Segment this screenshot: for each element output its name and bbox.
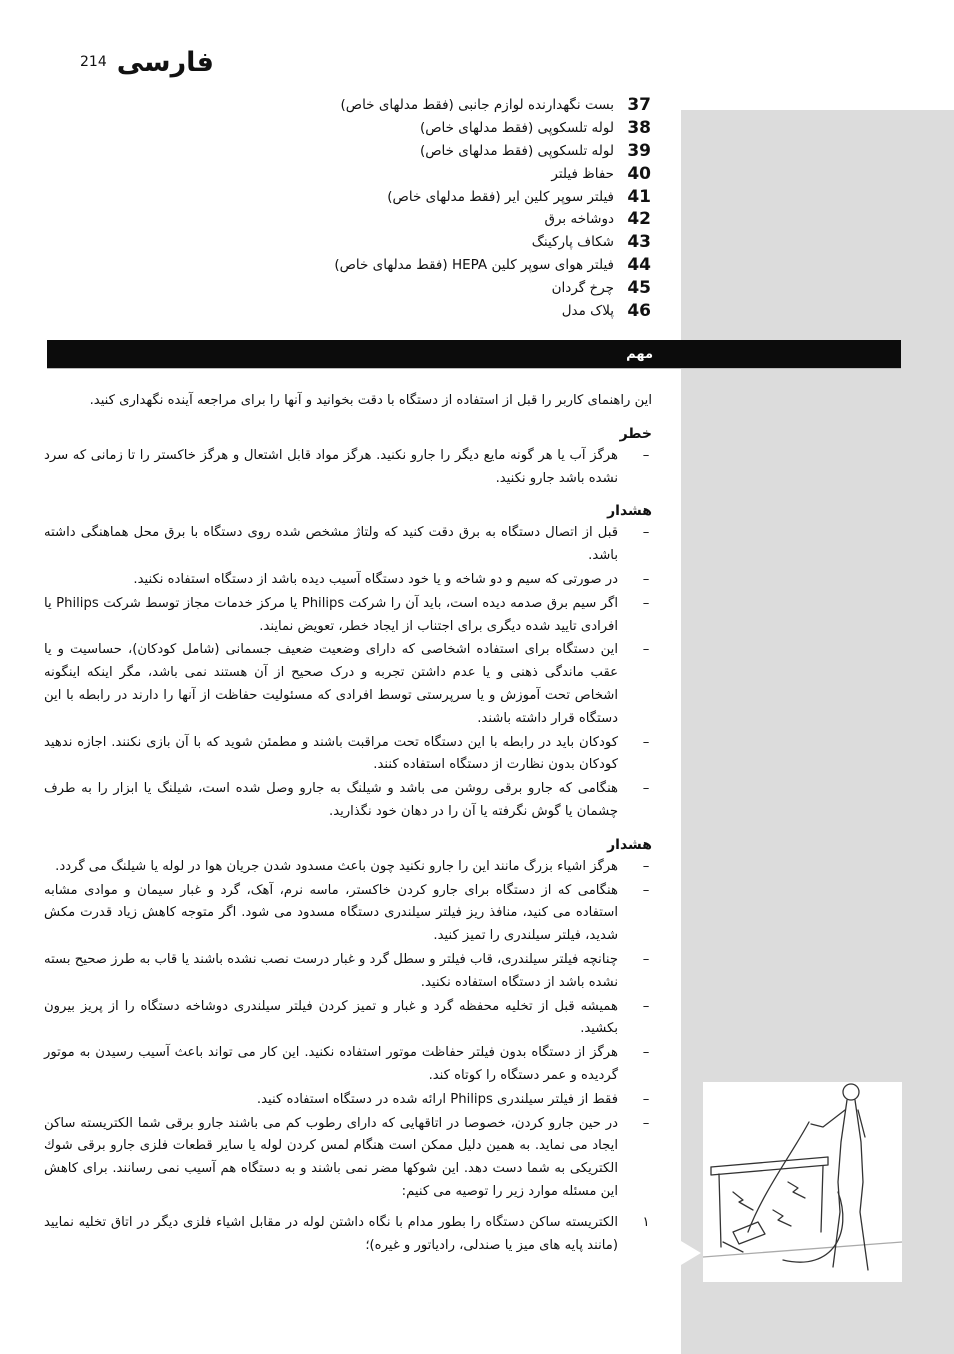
parts-list — [211, 94, 651, 322]
parts-list-item — [211, 162, 651, 185]
part-label: پلاک مدل — [561, 302, 614, 319]
dash-bullet: – — [642, 525, 650, 541]
list-item — [44, 880, 652, 948]
list-item — [44, 1089, 652, 1112]
part-number: 37 — [627, 95, 651, 116]
list-item — [44, 639, 652, 730]
dash-bullet: – — [642, 951, 650, 967]
language-title: فارسی — [116, 46, 214, 78]
numbered-item — [44, 1212, 652, 1258]
dash-bullet: – — [642, 781, 650, 797]
list-item-text: قبل از اتصال دستگاه به برق دقت کنید که ولتاژ مشخص شده روی دستگاه با برق محل هماهنگی داشته باشد. — [44, 525, 618, 564]
part-label: حفاظ فیلتر — [551, 165, 614, 182]
dash-bullet: – — [642, 998, 650, 1014]
parts-list-item — [211, 254, 651, 277]
list-item — [44, 778, 652, 824]
part-label: لوله تلسکوپی (فقط مدلهای خاص) — [419, 120, 614, 137]
list-item-text: در صورتی که سیم و دو شاخه و یا خود دستگاه آسیب دیده باشد از دستگاه استفاده نکنید. — [133, 571, 618, 587]
list-item-text: همیشه قبل از تخلیه محفظه گرد و غبار و تمیز کردن فیلتر سیلندری دوشاخه دستگاه را از پریز بیرون بکشید. — [44, 998, 618, 1037]
item-number: ۱ — [642, 1214, 650, 1230]
page-header — [80, 42, 214, 82]
list-item — [44, 593, 652, 639]
parts-list-item — [211, 299, 651, 322]
list-item — [44, 856, 652, 879]
part-number: 39 — [627, 140, 651, 161]
main-content — [44, 390, 652, 1265]
list-item-text: هنگامی که از دستگاه برای جارو کردن خاکستر، ماسه نرم، آهک، گرد و غبار سیمان و موادی مشابه استفاده می کنید، منافذ ریز فیلتر سیلندری دستگاه مسدود می شود. اگر متوجه کاهش زیاد قدرت مکش شدید، فیلتر سیلندری را تمیز کنید. — [44, 882, 618, 944]
list-item-text: چنانچه فیلتر سیلندری، قاب فیلتر و سطل گرد و غبار درست نصب نشده باشند یا قاب به طرز صحیح بسته نشده باشد از دستگاه استفاده نکنید. — [44, 951, 618, 990]
part-number: 38 — [627, 118, 651, 139]
list-item-text: کودکان باید در رابطه با این دستگاه تحت مراقبت باشند و مطمئن شوید که با آن بازی نکنند. اجازه ندهید کودکان بدون نظارت از دستگاه استفاده کنند. — [44, 734, 618, 773]
section-banner — [47, 340, 901, 368]
dash-bullet: – — [642, 1115, 650, 1131]
numbered-list — [44, 1212, 652, 1258]
danger-heading: خطر — [619, 425, 652, 442]
dash-bullet: – — [642, 571, 650, 587]
danger-list — [44, 445, 652, 491]
part-number: 45 — [627, 277, 651, 298]
list-item-text: هرگز اشیاء بزرگ مانند این را جارو نکنید چون باعث مسدود شدن جریان هوا در لوله یا شیلنگ می گردد. — [55, 858, 618, 874]
part-number: 44 — [627, 254, 651, 275]
part-number: 43 — [627, 232, 651, 253]
part-number: 42 — [627, 209, 651, 230]
list-item — [44, 996, 652, 1042]
parts-list-item — [211, 231, 651, 254]
dash-bullet: – — [642, 1045, 650, 1061]
part-label: فیلتر سوپر کلین ایر (فقط مدلهای خاص) — [387, 188, 614, 205]
warning-heading: هشدار — [607, 503, 652, 520]
caution-list — [44, 856, 652, 1204]
parts-list-item — [211, 117, 651, 140]
parts-list-item — [211, 94, 651, 117]
list-item-text: این دستگاه برای استفاده اشخاصی که دارای وضعیت ضعیف جسمانی (شامل کودکان)، حساسیت و یا عقب ماندگی ذهنی و یا عدم داشتن تجربه و درک صحیح از آن هستند نمی باشد، مگر اینکه اینگونه اشخاص تحت آموزش و یا سرپرستی توسط افرادی که مسئولیت حفاظت از آنها را دارند در رابطه با این دستگاه قرار داشته باشند. — [44, 642, 618, 726]
section-title: مهم — [626, 346, 653, 362]
list-item-text: اگر سیم برق صدمه دیده است، باید آن را شرکت Philips یا مرکز خدمات مجاز توسط شرکت Philips یا افرادی تایید شده دیگری برای اجتناب از ایجاد خطر، تعویض نمایند. — [44, 595, 618, 634]
list-item — [44, 445, 652, 491]
list-item-text: هرگز آب یا هر گونه مایع دیگر را جارو نکنید. هرگز مواد قابل اشتعال و هرگز خاکستر را تا زمانی که سرد نشده باشد جارو نکنید. — [44, 447, 618, 486]
dash-bullet: – — [642, 882, 650, 898]
part-number: 40 — [627, 163, 651, 184]
dash-bullet: – — [642, 447, 650, 463]
list-item-text: در حین جارو کردن، خصوصا در اتاقهایی که دارای رطوب کم می باشند جارو برقی شما الکتریسته ساکن ایجاد می نماید. به همین دلیل ممکن است هنگام لمس کردن لوله یا سایر قطعات فلزی جارو برقی شوك الکتریکی به شما دست دهد. این شوکها مضر نمی باشند و به دستگاه هم آسیب نمی رسانند. برای کاهش این مسئله موارد زیر را توصیه می کنیم: — [44, 1115, 618, 1199]
part-label: بست نگهدارنده لوازم جانبی (فقط مدلهای خاص) — [340, 97, 614, 114]
dash-bullet: – — [642, 858, 650, 874]
part-label: دوشاخه برق — [544, 211, 614, 228]
dash-bullet: – — [642, 642, 650, 658]
page-number: 214 — [80, 54, 107, 70]
part-label: چرخ گردان — [551, 279, 614, 296]
list-item-text: هنگامی که جارو برقی روشن می باشد و شیلنگ به جارو وصل شده است، شیلنگ یا ابزار را به طرف چشمان یا گوش نگرفته یا آن را در دهان خود نگذارید. — [44, 781, 618, 819]
banner-divider — [47, 368, 901, 369]
list-item — [44, 949, 652, 995]
vacuum-illustration — [703, 1082, 902, 1282]
part-number: 46 — [627, 300, 651, 321]
caution-heading: هشدار — [607, 836, 652, 853]
part-label: شکاف پارکینگ — [531, 234, 614, 251]
parts-list-item — [211, 208, 651, 231]
list-item — [44, 732, 652, 778]
intro-paragraph: این راهنمای کاربر را قبل از استفاده از دستگاه با دقت بخوانید و آنها را برای مراجعه آینده نگهداری کنید. — [89, 393, 652, 408]
part-label: لوله تلسکوپی (فقط مدلهای خاص) — [419, 142, 614, 159]
numbered-item-text: الکتریسته ساکن دستگاه را بطور مدام با نگاه داشتن لوله در مقابل اشیاء فلزی دیگر در اتاق تخلیه نمایید (مانند پایه های میز یا صندلی، رادیاتور و غیره)؛ — [44, 1214, 618, 1253]
list-item — [44, 522, 652, 568]
dash-bullet: – — [642, 595, 650, 611]
parts-list-item — [211, 185, 651, 208]
parts-list-item — [211, 140, 651, 163]
vacuum-static-shock-icon — [703, 1082, 902, 1282]
dash-bullet: – — [642, 734, 650, 750]
list-item-text: فقط از فیلتر سیلندری Philips ارائه شده در دستگاه استفاده کنید. — [256, 1091, 618, 1107]
list-item — [44, 1113, 652, 1204]
list-item — [44, 1042, 652, 1088]
illustration-pointer — [681, 1241, 701, 1265]
dash-bullet: – — [642, 1091, 650, 1107]
list-item — [44, 569, 652, 592]
list-item-text: هرگز از دستگاه بدون فیلتر حفاظت موتور استفاده نکنید. این کار می تواند باعث آسیب رسیدن به موتور گردیده و عمر دستگاه را کوتاه کند. — [44, 1045, 618, 1083]
parts-list-item — [211, 276, 651, 299]
part-label: فیلتر هوای سوپر کلین HEPA (فقط مدلهای خاص) — [334, 256, 614, 273]
part-number: 41 — [627, 186, 651, 207]
warning-list — [44, 522, 652, 823]
